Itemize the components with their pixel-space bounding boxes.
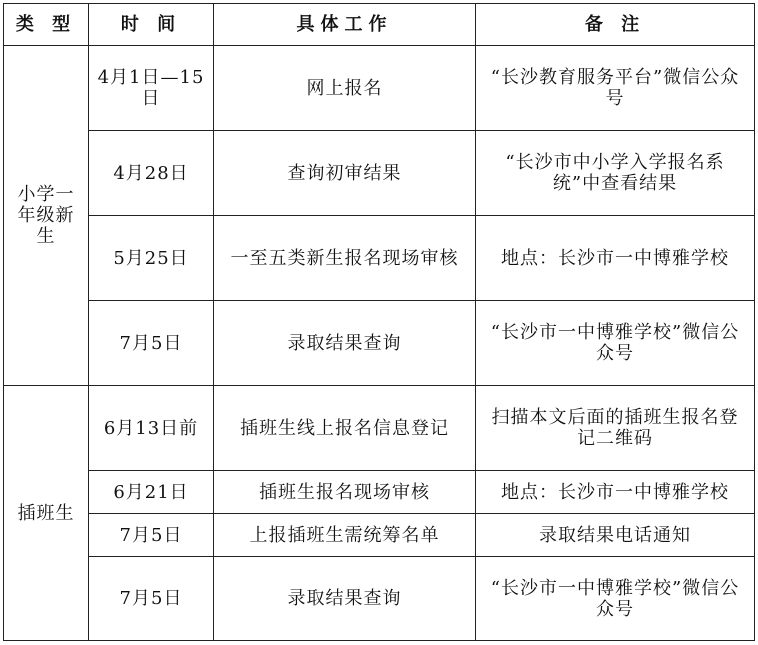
header-note: 备 注 [476, 4, 755, 46]
note-cell: “长沙市一中博雅学校”微信公众号 [476, 557, 755, 641]
work-cell: 网上报名 [214, 46, 476, 131]
time-cell: 7月5日 [89, 514, 214, 557]
time-cell: 7月5日 [89, 301, 214, 386]
work-cell: 插班生报名现场审核 [214, 471, 476, 514]
type-cell-grade-one: 小学一年级新生 [4, 46, 89, 386]
table-row [4, 386, 755, 471]
note-cell: 扫描本文后面的插班生报名登记二维码 [476, 386, 755, 471]
time-cell: 5月25日 [89, 216, 214, 301]
table-row [4, 216, 755, 301]
table-row [4, 514, 755, 557]
note-cell: “长沙市中小学入学报名系统”中查看结果 [476, 131, 755, 216]
time-cell: 6月21日 [89, 471, 214, 514]
header-work: 具体工作 [214, 4, 476, 46]
note-cell: “长沙教育服务平台”微信公众号 [476, 46, 755, 131]
type-cell-transfer: 插班生 [4, 386, 89, 641]
table-row [4, 301, 755, 386]
header-type: 类 型 [4, 4, 89, 46]
note-cell: “长沙市一中博雅学校”微信公众号 [476, 301, 755, 386]
header-time: 时 间 [89, 4, 214, 46]
time-cell: 7月5日 [89, 557, 214, 641]
work-cell: 上报插班生需统筹名单 [214, 514, 476, 557]
table-row [4, 46, 755, 131]
note-cell: 地点：长沙市一中博雅学校 [476, 471, 755, 514]
time-cell: 4月1日—15日 [89, 46, 214, 131]
schedule-table [3, 3, 755, 641]
table-row [4, 471, 755, 514]
work-cell: 录取结果查询 [214, 557, 476, 641]
work-cell: 录取结果查询 [214, 301, 476, 386]
time-cell: 4月28日 [89, 131, 214, 216]
table-row [4, 131, 755, 216]
table-row [4, 557, 755, 641]
work-cell: 一至五类新生报名现场审核 [214, 216, 476, 301]
time-cell: 6月13日前 [89, 386, 214, 471]
note-cell: 录取结果电话通知 [476, 514, 755, 557]
note-cell: 地点：长沙市一中博雅学校 [476, 216, 755, 301]
header-row [4, 4, 755, 46]
work-cell: 查询初审结果 [214, 131, 476, 216]
work-cell: 插班生线上报名信息登记 [214, 386, 476, 471]
